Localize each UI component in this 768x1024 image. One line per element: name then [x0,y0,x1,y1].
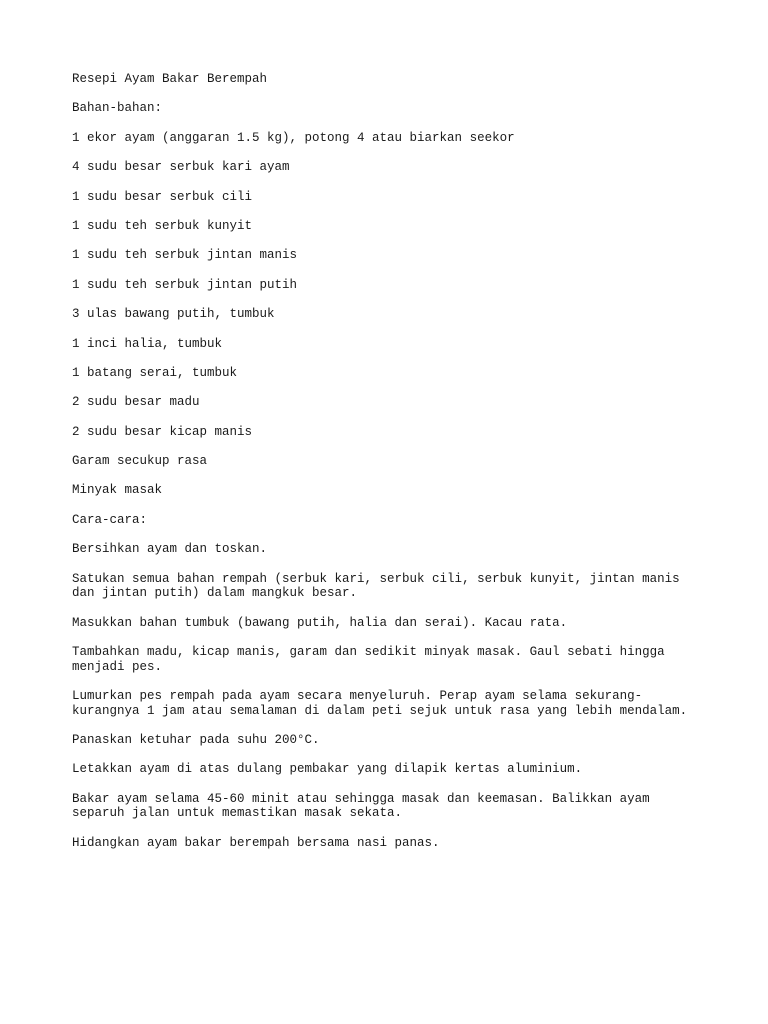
ingredient-item: 1 batang serai, tumbuk [72,365,238,380]
ingredient-item: 1 sudu teh serbuk jintan manis [72,248,298,263]
step-item: Bersihkan ayam dan toskan. [72,542,268,557]
step-item: Panaskan ketuhar pada suhu 200°C. [72,732,320,747]
step-item: Letakkan ayam di atas dulang pembakar yang dilapik kertas aluminium. [72,762,583,777]
ingredients-heading: Bahan-bahan: [72,101,163,116]
ingredient-item: 1 sudu teh serbuk kunyit [72,218,253,233]
step-item: Lumurkan pes rempah pada ayam secara menyeluruh. Perap ayam selama sekurang- kurangnya 1 jam atau semalaman di dalam peti sejuk untuk rasa yang lebih mendalam. [72,689,688,718]
ingredient-item: 2 sudu besar kicap manis [72,424,253,439]
ingredient-item: 1 sudu teh serbuk jintan putih [72,277,298,292]
steps-list [72,542,712,850]
ingredient-item: 1 ekor ayam (anggaran 1.5 kg), potong 4 atau biarkan seekor [72,130,515,145]
recipe-title: Resepi Ayam Bakar Berempah [72,72,268,86]
step-item: Bakar ayam selama 45-60 minit atau sehingga masak dan keemasan. Balikkan ayam separuh jalan untuk memastikan masak sekata. [72,791,650,821]
ingredient-item: 1 inci halia, tumbuk [72,336,223,351]
document-page [72,72,712,865]
step-item: Masukkan bahan tumbuk (bawang putih, halia dan serai). Kacau rata. [72,615,568,630]
ingredient-item: 1 sudu besar serbuk cili [72,189,253,204]
steps-heading: Cara-cara: [72,512,148,527]
ingredient-item: Garam secukup rasa [72,454,208,469]
ingredient-item: Minyak masak [72,483,163,498]
ingredient-item: 2 sudu besar madu [72,395,200,410]
step-item: Hidangkan ayam bakar berempah bersama nasi panas. [72,835,440,850]
step-item: Tambahkan madu, kicap manis, garam dan sedikit minyak masak. Gaul sebati hingga menjadi pes. [72,645,665,674]
ingredient-item: 4 sudu besar serbuk kari ayam [72,160,290,175]
ingredients-list [72,131,712,498]
step-item: Satukan semua bahan rempah (serbuk kari, serbuk cili, serbuk kunyit, jintan manis dan jintan putih) dalam mangkuk besar. [72,571,680,601]
ingredient-item: 3 ulas bawang putih, tumbuk [72,307,275,322]
